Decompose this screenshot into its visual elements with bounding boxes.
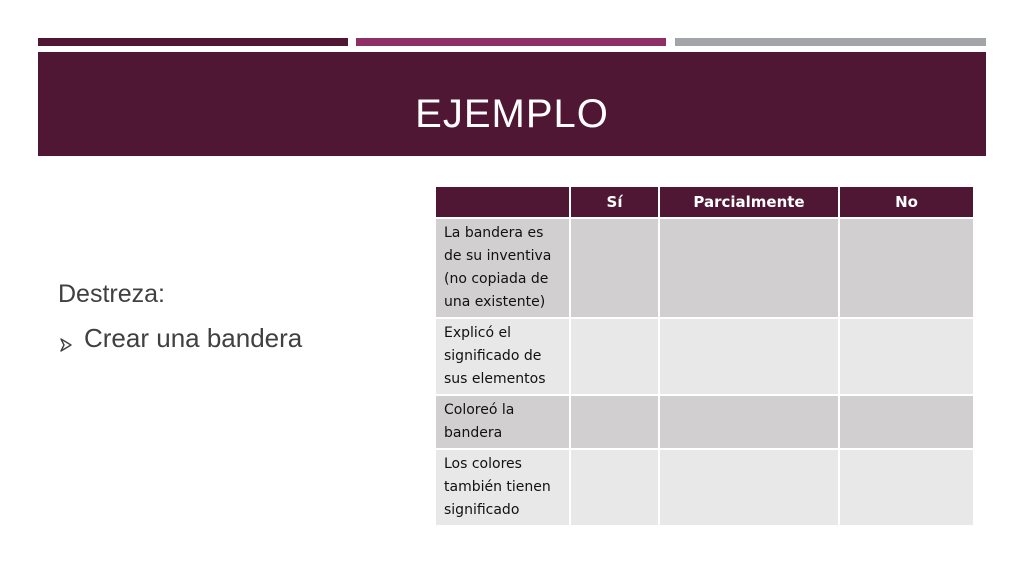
arrow-bullet-icon xyxy=(58,330,76,348)
parcialmente-cell xyxy=(659,218,839,318)
table-row xyxy=(436,318,974,395)
header-criterion xyxy=(436,187,570,218)
skill-label: Destreza: xyxy=(58,280,165,308)
accent-bar-middle xyxy=(356,38,666,46)
si-cell xyxy=(570,449,659,526)
title-band xyxy=(38,52,986,156)
accent-bar-left xyxy=(38,38,348,46)
no-cell xyxy=(839,395,974,449)
accent-bar-right xyxy=(675,38,986,46)
skill-block xyxy=(58,280,302,354)
criterion-cell: Los colores también tienen significado xyxy=(436,449,570,526)
table-row xyxy=(436,449,974,526)
table-row xyxy=(436,395,974,449)
si-cell xyxy=(570,318,659,395)
criterion-cell: Coloreó la bandera xyxy=(436,395,570,449)
parcialmente-cell xyxy=(659,318,839,395)
si-cell xyxy=(570,395,659,449)
parcialmente-cell xyxy=(659,449,839,526)
no-cell xyxy=(839,318,974,395)
criterion-cell: La bandera es de su inventiva (no copiada de una existente) xyxy=(436,218,570,318)
slide-title: EJEMPLO xyxy=(415,91,609,136)
header-si: Sí xyxy=(570,187,659,218)
parcialmente-cell xyxy=(659,395,839,449)
rubric-table xyxy=(436,187,975,527)
bullet-text: Crear una bandera xyxy=(84,323,303,353)
no-cell xyxy=(839,449,974,526)
table-row xyxy=(436,218,974,318)
header-no: No xyxy=(839,187,974,218)
si-cell xyxy=(570,218,659,318)
table-header-row xyxy=(436,187,974,218)
header-parcialmente: Parcialmente xyxy=(659,187,839,218)
bullet-item xyxy=(58,323,302,354)
criterion-cell: Explicó el significado de sus elementos xyxy=(436,318,570,395)
no-cell xyxy=(839,218,974,318)
